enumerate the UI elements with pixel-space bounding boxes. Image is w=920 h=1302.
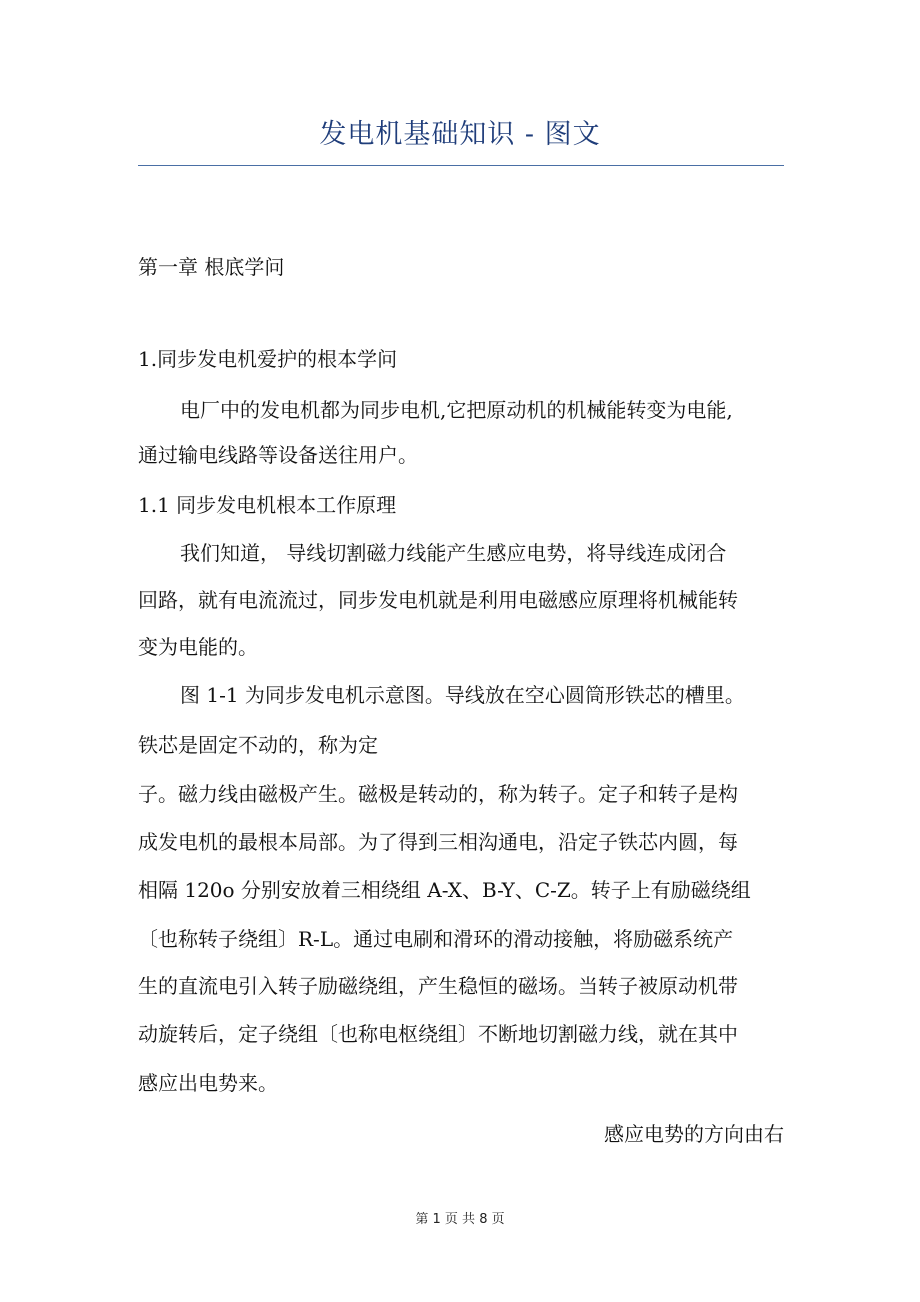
paragraph-3-line-5: 相隔 120o 分别安放着三相绕组 A-X、B-Y、C-Z。转子上有励磁绕组 xyxy=(138,878,751,902)
section-heading-1: 1.同步发电机爱护的根本学问 xyxy=(138,347,398,371)
paragraph-4-fragment: 感应电势的方向由右 xyxy=(604,1122,784,1146)
title-underline xyxy=(138,165,784,166)
paragraph-3-line-1: 图 1-1 为同步发电机示意图。导线放在空心圆筒形铁芯的槽里。 xyxy=(180,683,745,707)
paragraph-3-line-6: 〔也称转子绕组〕R-L。通过电刷和滑环的滑动接触，将励磁系统产 xyxy=(138,927,734,951)
paragraph-1-line-2: 通过输电线路等设备送往用户。 xyxy=(138,443,418,467)
paragraph-3-line-9: 感应出电势来。 xyxy=(138,1071,278,1095)
section-heading-1-1: 1.1 同步发电机根本工作原理 xyxy=(138,493,397,517)
page-footer xyxy=(0,1208,920,1227)
page-number: 第 1 页 共 8 页 xyxy=(415,1212,505,1227)
paragraph-3-line-8: 动旋转后，定子绕组〔也称电枢绕组〕不断地切割磁力线，就在其中 xyxy=(138,1022,738,1046)
paragraph-2-line-2: 回路，就有电流流过，同步发电机就是利用电磁感应原理将机械能转 xyxy=(138,588,738,612)
paragraph-1-line-1: 电厂中的发电机都为同步电机,它把原动机的机械能转变为电能, xyxy=(180,398,733,422)
paragraph-2-line-1: 我们知道， 导线切割磁力线能产生感应电势，将导线连成闭合 xyxy=(180,541,727,565)
paragraph-3-line-4: 成发电机的最根本局部。为了得到三相沟通电，沿定子铁芯内圆，每 xyxy=(138,830,738,854)
paragraph-3-line-3: 子。磁力线由磁极产生。磁极是转动的，称为转子。定子和转子是构 xyxy=(138,782,738,806)
paragraph-2-line-3: 变为电能的。 xyxy=(138,635,258,659)
document-title: 发电机基础知识 - 图文 xyxy=(319,119,601,150)
chapter-heading: 第一章 根底学问 xyxy=(138,255,285,279)
paragraph-3-line-7: 生的直流电引入转子励磁绕组，产生稳恒的磁场。当转子被原动机带 xyxy=(138,974,738,998)
paragraph-3-line-2: 铁芯是固定不动的，称为定 xyxy=(138,733,378,757)
